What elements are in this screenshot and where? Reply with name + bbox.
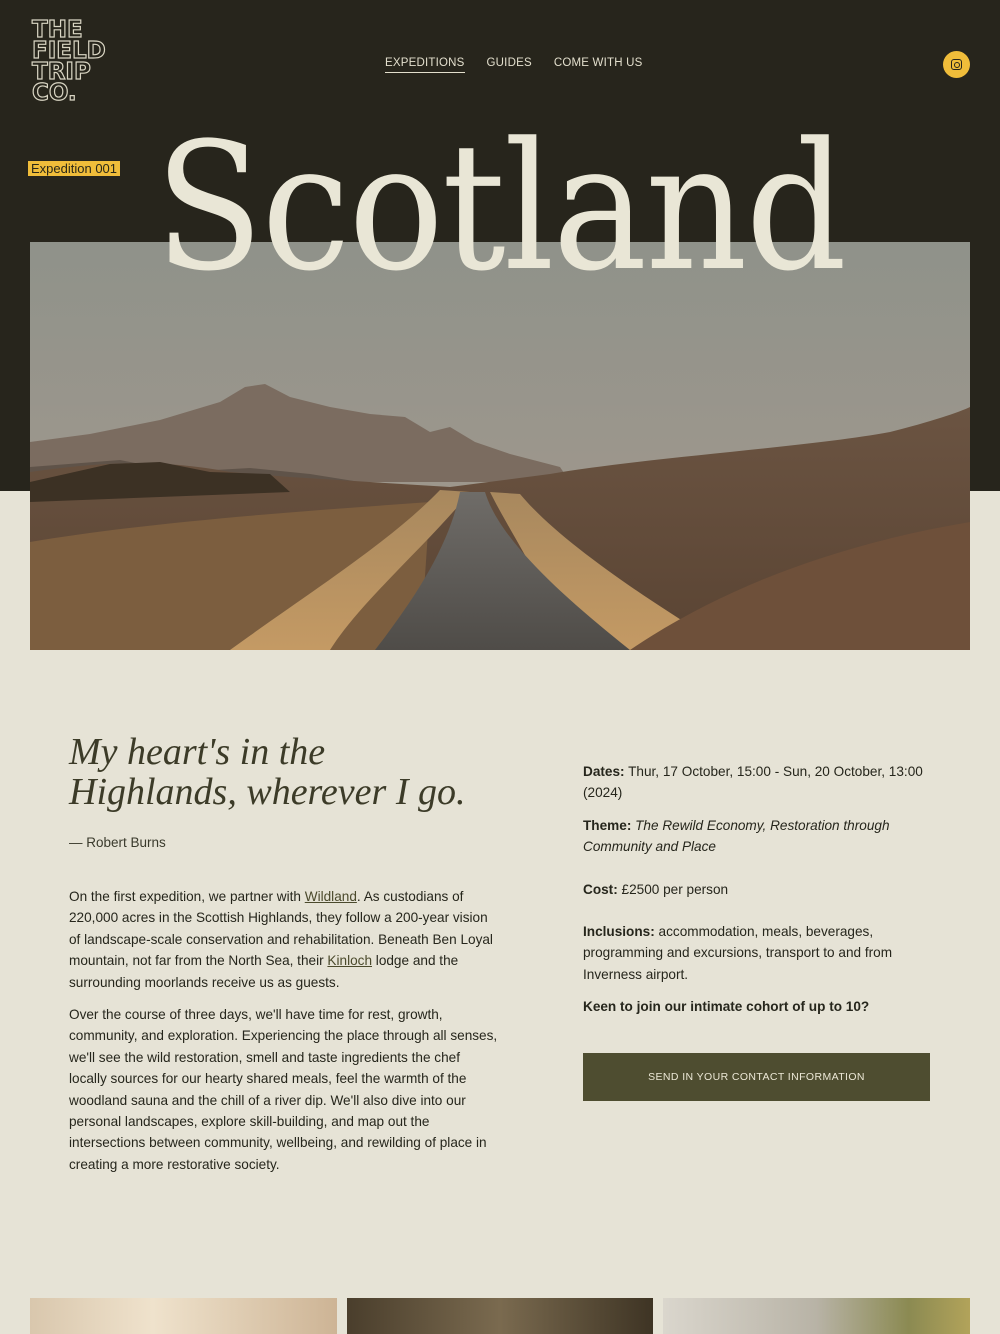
main-nav: [385, 57, 642, 73]
dates-row: [583, 761, 933, 804]
text-fragment: On the first expedition, we partner with: [69, 889, 305, 904]
instagram-button[interactable]: [943, 51, 970, 78]
dates-value: Thur, 17 October, 15:00 - Sun, 20 October, 13:00 (2024): [583, 764, 923, 801]
cost-value: £2500 per person: [617, 881, 729, 897]
expedition-tag: Expedition 001: [28, 161, 120, 176]
logo-line: THE: [32, 17, 83, 43]
contact-button[interactable]: SEND IN YOUR CONTACT INFORMATION: [583, 1053, 930, 1101]
page-title: Scotland: [154, 105, 846, 310]
gallery-image-lodge[interactable]: [663, 1298, 970, 1334]
logo-line: FIELD: [32, 38, 106, 64]
inclusions-row: [583, 921, 933, 985]
wildland-link[interactable]: Wildland: [304, 889, 357, 904]
gallery-strip: [30, 1298, 970, 1334]
gallery-image-interior[interactable]: [30, 1298, 337, 1334]
dates-label: Dates:: [583, 764, 625, 779]
cta-question: Keen to join our intimate cohort of up to 10?: [583, 999, 870, 1015]
nav-item-come-with-us[interactable]: COME WITH US: [553, 57, 643, 69]
text-fragment: . As custodians of 220,000 acres in the Scottish Highlands, they follow a 200-year vision of landscape-scale conservation and rehabilitation. Beneath Ben Loyal mountain, not far from the North Sea, their: [69, 889, 493, 969]
cost-label: Cost:: [583, 881, 618, 897]
brand-logo[interactable]: [32, 17, 132, 106]
expedition-details: [583, 761, 933, 1029]
kinloch-link[interactable]: Kinloch: [327, 953, 373, 969]
text-fragment: lodge and the surrounding moorlands receive us as guests.: [69, 953, 459, 990]
cost-row: [583, 879, 933, 900]
instagram-icon: [951, 59, 962, 70]
nav-item-guides[interactable]: GUIDES: [486, 57, 532, 69]
logo-line: CO.: [32, 80, 77, 106]
logo-line: TRIP: [32, 59, 91, 85]
expedition-description: [69, 886, 501, 1186]
hero-landscape-illustration: [30, 242, 970, 650]
theme-value: The Rewild Economy, Restoration through Community and Place: [583, 817, 890, 855]
nav-item-expeditions[interactable]: EXPEDITIONS: [385, 57, 465, 73]
theme-label: Theme:: [583, 817, 632, 833]
pull-quote: My heart's in the Highlands, wherever I go.: [69, 731, 466, 813]
description-paragraph: [69, 886, 501, 993]
description-paragraph: Over the course of three days, we'll have time for rest, growth, community, and exploration. Experiencing the place through all senses, we'll see the wild restoration, smell and taste ingredients the chef locally sources for our hearty shared meals, feel the warmth of the woodland sauna and the chill of a river dip. We'll also dive into our personal landscapes, explore skill-building, and map out the intersections between community, wellbeing, and rewilding of place in creating a more restorative society.: [69, 1007, 498, 1172]
inclusions-value: accommodation, meals, beverages, programming and excursions, transport to and from Inverness airport.: [583, 924, 893, 982]
hero-image: [30, 242, 970, 650]
quote-attribution: — Robert Burns: [69, 835, 166, 850]
gallery-image-windows[interactable]: [347, 1298, 654, 1334]
inclusions-label: Inclusions:: [583, 924, 655, 940]
theme-row: [583, 815, 933, 858]
